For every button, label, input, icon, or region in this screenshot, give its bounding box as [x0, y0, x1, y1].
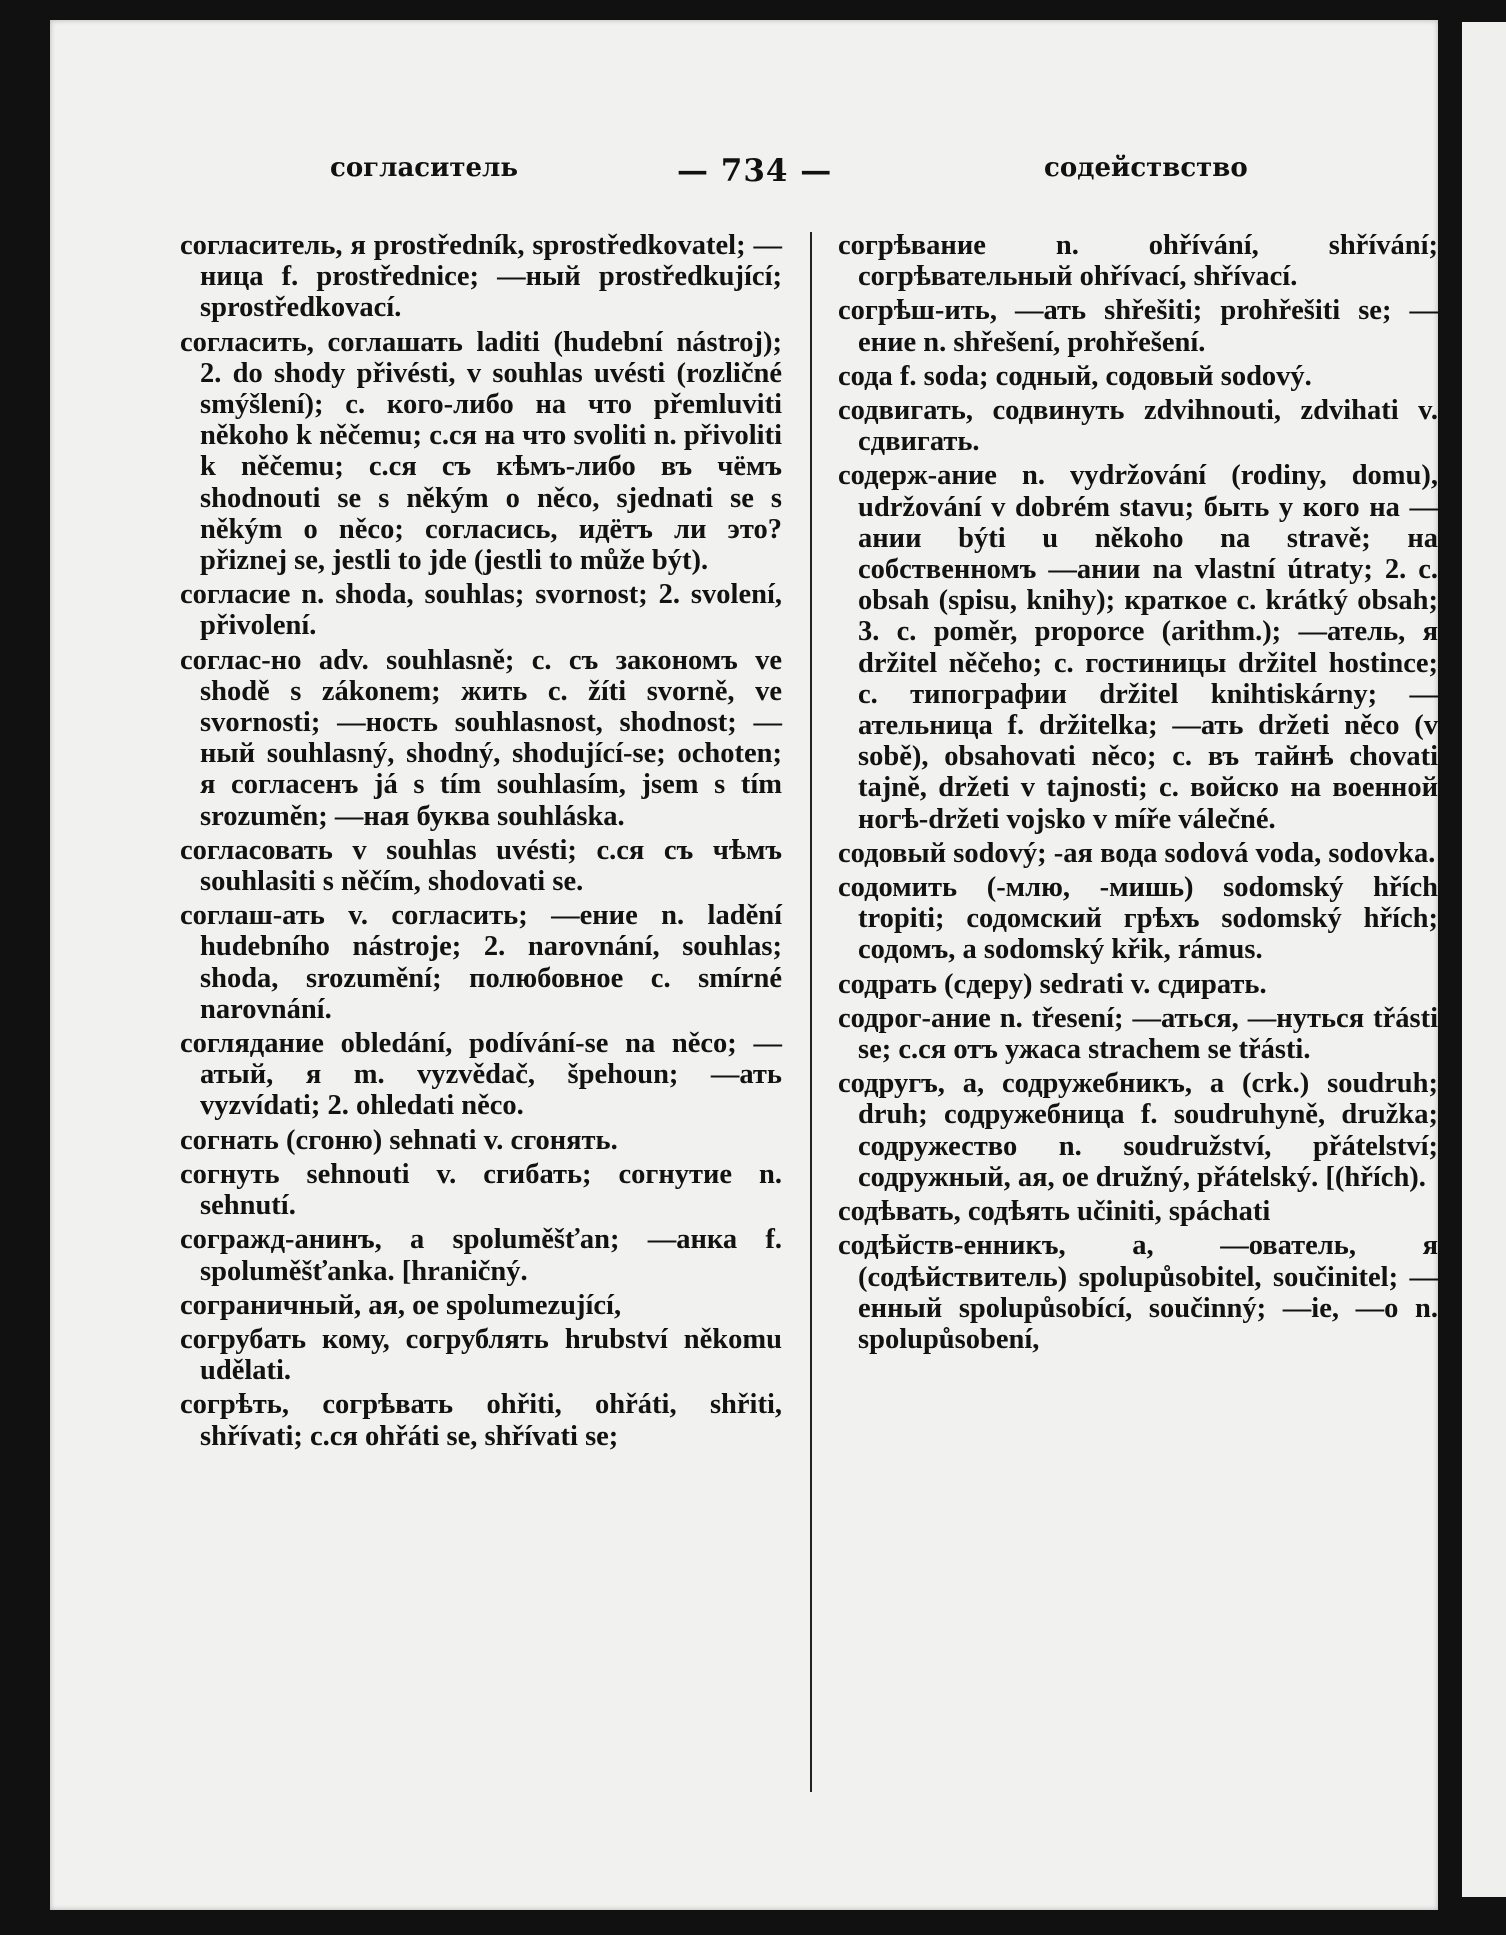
dictionary-entry: содрать (сдеру) sedrati v. сдирать.	[838, 968, 1267, 1000]
dictionary-entry: содѣйств-енникъ, а, —ователь, я (содѣйствитель) spolupůsobitel, součinitel; —енный spolupůsobící, součinný; —ie, —о n. spolupůsobení,	[838, 1230, 1438, 1355]
dictionary-entry: согнуть sehnouti v. сгибать; согнутие n. sehnutí.	[180, 1158, 782, 1222]
dictionary-entry: содѣвать, содѣять učiniti, spáchati	[838, 1196, 1271, 1228]
dictionary-entry: согрѣть, согрѣвать ohřiti, ohřáti, shřiti, shřívati; с.ся ohřáti se, shřívati se;	[180, 1389, 782, 1452]
adjacent-page-edge	[1462, 22, 1506, 1897]
dictionary-entry: согласовать v souhlas uvésti; с.ся съ чѣмъ souhlasiti s něčím, shodovati se.	[180, 834, 782, 898]
dictionary-entry: согласитель, я prostředník, sprostředkovatel; —ница f. prostřednice; —ный prostředkující; sprostředkovací.	[180, 230, 782, 324]
dictionary-entry: сограничный, ая, ое spolumezující,	[180, 1289, 622, 1321]
page-number: — 734 —	[677, 153, 833, 189]
dictionary-entry: соглаш-ать v. согласить; —ение n. ladění hudebního nástroje; 2. narovnání, souhlas; shoda, srozumění; полюбовное с. smírné narovnání.	[180, 900, 782, 1025]
dictionary-entry: содвигать, содвинуть zdvihnouti, zdvihati v. сдвигать.	[838, 395, 1438, 458]
dictionary-entry: соглас-но adv. souhlasně; c. съ закономъ ve shodě s zákonem; жить c. žíti svorně, ve svornosti; —ность souhlasnost, shodnost; —ный souhlasný, shodný, shodující-se; ochoten; я согласенъ já s tím souhlasím, jsem s tím srozuměn; —ная буква souhláska.	[180, 644, 782, 832]
dictionary-entry: согрубать кому, согрублять hrubství někomu udělati.	[180, 1323, 782, 1387]
dictionary-entry: согласить, соглашать laditi (hudební nástroj); 2. do shody přivésti, v souhlas uvésti (rozličné smýšlení); c. кого-либо на что přemluviti někoho k něčemu; с.ся на что svoliti n. přivoliti k něčemu; с.ся съ кѣмъ-либо въ чёмъ shodnouti se s někým o něco, sjednati se s někým o něco; согласись, идётъ ли это? přiznej se, jestli to jde (jestli to může být).	[180, 326, 782, 577]
dictionary-entry: содерж-ание n. vydržování (rodiny, domu), udržování v dobrém stavu; быть у кого на —ании býti u někoho na stravě; на собственномъ —ании na vlastní útraty; 2. c. obsah (spisu, knihy); краткое c. krátký obsah; 3. c. poměr, proporce (arithm.); —атель, я držitel něčeho; c. гостиницы držitel hostince; c. типографии držitel knihtiskárny; —ательница f. držitelka; —ать držeti něco (v sobě), obsahovati něco; c. въ тайнѣ chovati tajně, držeti v tajnosti; c. войско на военной ногѣ-držeti vojsko v míře válečné.	[838, 460, 1438, 835]
running-header	[50, 153, 1438, 193]
header-right-word: содействство	[1044, 153, 1248, 183]
dictionary-entry: сода f. soda; содный, содовый sodový.	[838, 360, 1312, 392]
dictionary-entry: согрѣш-ить, —ать shřešiti; prohřešiti se; —ение n. shřešení, prohřešení.	[838, 295, 1438, 358]
dictionary-page	[50, 20, 1438, 1910]
dictionary-entry: согнать (сгоню) sehnati v. сгонять.	[180, 1124, 618, 1156]
dictionary-entry: содрог-ание n. třesení; —аться, —нуться třásti se; с.ся отъ ужаса strachem se třásti.	[838, 1002, 1438, 1066]
column-divider	[810, 232, 812, 1792]
dictionary-entry: содругъ, а, содружебникъ, а (crk.) soudruh; druh; содружебница f. soudruhyně, družka; содружество n. soudružství, přátelství; содружный, ая, ое družný, přátelský. [(hřích).	[838, 1068, 1438, 1193]
header-left-word: согласитель	[330, 153, 519, 183]
dictionary-entry: содомить (-млю, -мишь) sodomský hřích tropiti; содомский грѣхъ sodomský hřích; содомъ, а sodomský křik, rámus.	[838, 872, 1438, 966]
dictionary-entry: согрѣвание n. ohřívání, shřívání; согрѣвательный ohřívací, shřívací.	[838, 230, 1438, 293]
left-column	[180, 230, 782, 1455]
dictionary-entry: содовый sodový; -ая вода sodová voda, sodovka.	[838, 837, 1436, 869]
dictionary-entry: соглядание obledání, podívání-se na něco; —атый, я m. vyzvědač, špehoun; —ать vyzvídati; 2. ohledati něco.	[180, 1028, 782, 1122]
dictionary-entry: согражд-анинъ, a spoluměšťan; —анка f. spoluměšťanka. [hraničný.	[180, 1224, 782, 1287]
dictionary-entry: согласие n. shoda, souhlas; svornost; 2. svolení, přivolení.	[180, 579, 782, 642]
right-column	[838, 230, 1438, 1358]
